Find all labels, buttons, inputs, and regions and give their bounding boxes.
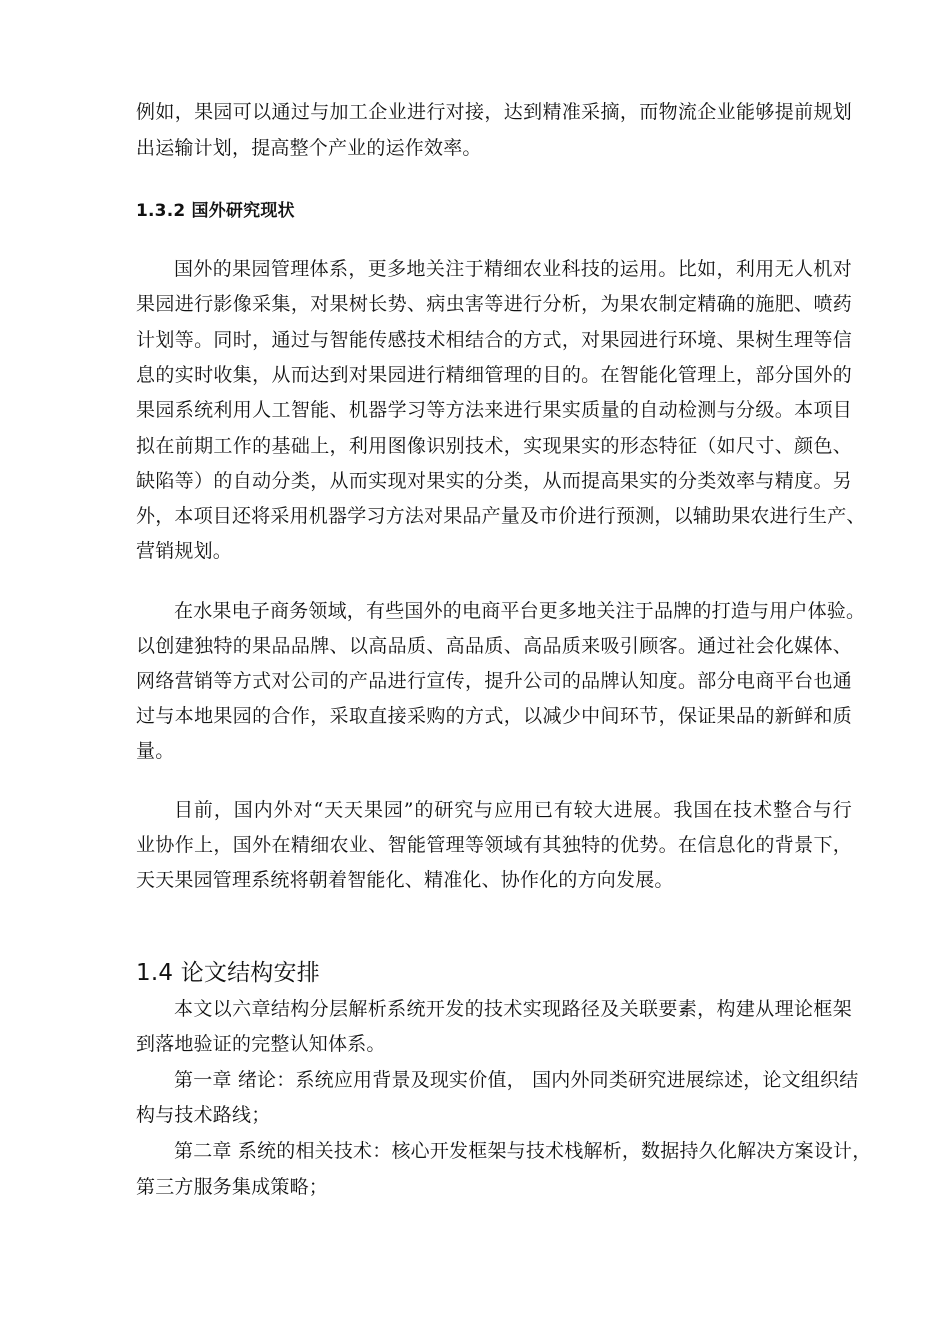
- para3-line-1: 目前，国内外对“天天果园”的研究与应用已有较大进展。我国在技术整合与行: [174, 799, 852, 821]
- para2-line-1: 在水果电子商务领域，有些国外的电商平台更多地关注于品牌的打造与用户体验。: [174, 600, 866, 622]
- para1-line-7: 缺陷等）的自动分类，从而实现对果实的分类，从而提高果实的分类效率与精度。另: [136, 470, 852, 492]
- para2-line-2: 以创建独特的果品品牌、以高品质、高品质、高品质来吸引顾客。通过社会化媒体、: [136, 635, 852, 657]
- para2-line-4: 过与本地果园的合作，采取直接采购的方式，以减少中间环节，保证果品的新鲜和质: [136, 705, 852, 727]
- section-heading-1-4: 1.4 论文结构安排: [136, 960, 320, 986]
- para1-line-4: 息的实时收集，从而达到对果园进行精细管理的目的。在智能化管理上，部分国外的: [136, 364, 852, 386]
- section-heading-1-3-2: 1.3.2 国外研究现状: [136, 201, 295, 221]
- para2-line-5: 量。: [136, 740, 175, 762]
- para1-line-8: 外，本项目还将采用机器学习方法对果品产量及市价进行预测，以辅助果农进行生产、: [136, 505, 866, 527]
- intro-line-1: 例如，果园可以通过与加工企业进行对接，达到精准采摘，而物流企业能够提前规划: [136, 101, 852, 123]
- para4-line-2: 到落地验证的完整认知体系。: [136, 1033, 386, 1055]
- para1-line-6: 拟在前期工作的基础上，利用图像识别技术，实现果实的形态特征（如尺寸、颜色、: [136, 435, 852, 457]
- para3-line-2: 业协作上，国外在精细农业、智能管理等领域有其独特的优势。在信息化的背景下，: [136, 834, 852, 856]
- chapter1-line-1: 第一章 绪论：系统应用背景及现实价值， 国内外同类研究进展综述，论文组织结: [174, 1069, 859, 1091]
- para1-line-9: 营销规划。: [136, 540, 233, 562]
- para1-line-1: 国外的果园管理体系，更多地关注于精细农业科技的运用。比如，利用无人机对: [174, 258, 852, 280]
- para4-line-1: 本文以六章结构分层解析系统开发的技术实现路径及关联要素，构建从理论框架: [174, 998, 852, 1020]
- chapter1-line-2: 构与技术路线；: [136, 1104, 271, 1126]
- chapter2-line-1: 第二章 系统的相关技术：核心开发框架与技术栈解析，数据持久化解决方案设计，: [174, 1140, 872, 1162]
- para1-line-5: 果园系统利用人工智能、机器学习等方法来进行果实质量的自动检测与分级。本项目: [136, 399, 852, 421]
- para1-line-3: 计划等。同时，通过与智能传感技术相结合的方式，对果园进行环境、果树生理等信: [136, 329, 852, 351]
- intro-line-2: 出运输计划，提高整个产业的运作效率。: [136, 137, 482, 159]
- chapter2-line-2: 第三方服务集成策略；: [136, 1176, 329, 1198]
- para3-line-3: 天天果园管理系统将朝着智能化、精准化、协作化的方向发展。: [136, 869, 674, 891]
- para1-line-2: 果园进行影像采集，对果树长势、病虫害等进行分析，为果农制定精确的施肥、喷药: [136, 293, 852, 315]
- para2-line-3: 网络营销等方式对公司的产品进行宣传，提升公司的品牌认知度。部分电商平台也通: [136, 670, 852, 692]
